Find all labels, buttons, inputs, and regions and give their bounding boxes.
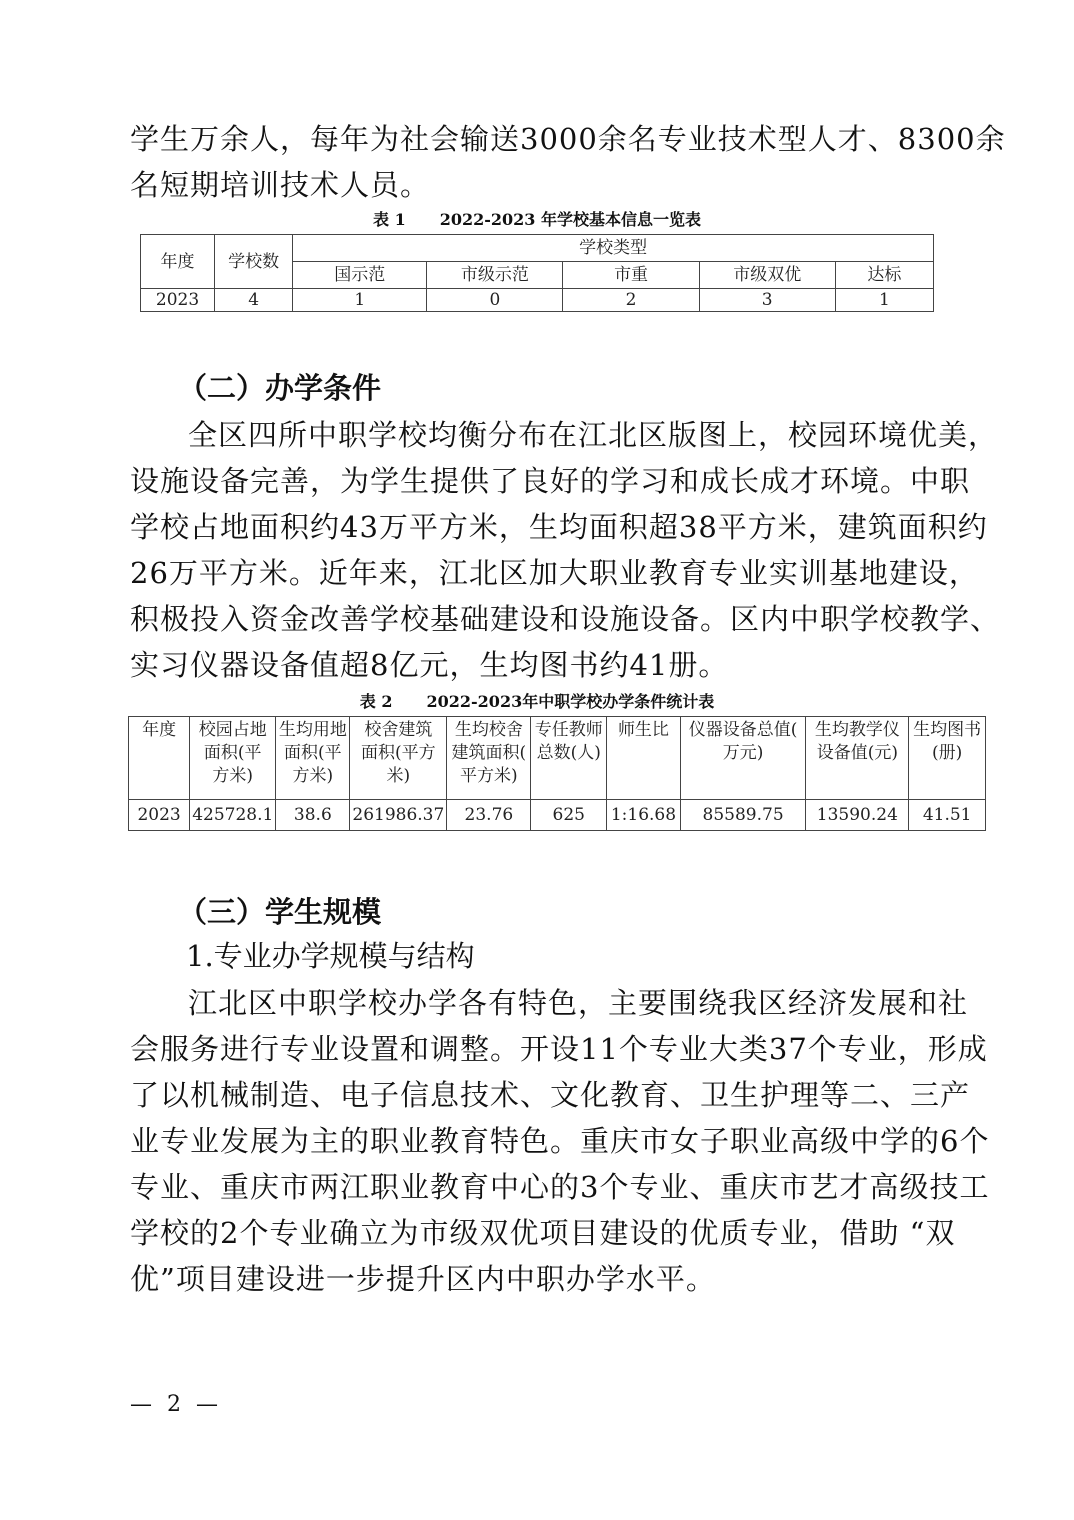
table2-cell: 23.76: [447, 800, 531, 831]
table2-header-line: 专任教师: [534, 720, 603, 740]
table2-header-line: 年度: [142, 720, 177, 740]
table2-school-conditions: [128, 716, 986, 831]
paragraph-line: 了以机械制造、电子信息技术、文化教育、卫生护理等二、三产: [130, 1078, 971, 1112]
table2-cell: 625: [531, 800, 607, 831]
table2-header-line: (册): [932, 743, 963, 763]
paragraph-line: 学生万余人，每年为社会输送3000余名专业技术型人才、8300余: [130, 122, 1006, 156]
paragraph-line: 优”项目建设进一步提升区内中职办学水平。: [130, 1262, 716, 1296]
table2-header-cell: [447, 717, 531, 800]
section3-paragraph: [130, 980, 990, 1302]
table2-header-line: 面积(平方: [361, 743, 436, 763]
table2-header-line: 生均校舍: [454, 720, 523, 740]
table2-header-cell: [350, 717, 447, 800]
intro-paragraph: [130, 116, 1006, 208]
section3-subheading: 1.专业办学规模与结构: [186, 939, 475, 973]
table1-cell-count: 4: [215, 289, 293, 312]
table2-header-line: 建筑面积(: [451, 743, 527, 763]
table1-caption-number: 表 1: [373, 210, 406, 229]
table2-header-line: 方米): [292, 766, 334, 786]
table2-header-cell: [531, 717, 607, 800]
table2-header-cell: [276, 717, 350, 800]
paragraph-line: 业专业发展为主的职业教育特色。重庆市女子职业高级中学的6个: [130, 1124, 990, 1158]
table2-header-line: 万元): [722, 743, 764, 763]
paragraph-line: 学校占地面积约43万平方米，生均面积超38平方米，建筑面积约: [130, 510, 988, 544]
table1-header-school-type: 学校类型: [293, 235, 934, 262]
section2-paragraph: [130, 412, 1001, 688]
page-number: — 2 —: [130, 1392, 222, 1417]
table1-cell-type: 1: [835, 289, 933, 312]
table1-cell-type: 2: [563, 289, 699, 312]
table2-caption: [0, 689, 1074, 712]
table2-cell: 261986.37: [350, 800, 447, 831]
section3-heading: （三）学生规模: [178, 895, 382, 929]
paragraph-line: 学校的2个专业确立为市级双优项目建设的优质专业，借助 “双: [130, 1216, 956, 1250]
table1-caption-title: 2022-2023 年学校基本信息一览表: [439, 210, 701, 229]
paragraph-line: 26万平方米。近年来，江北区加大职业教育专业实训基地建设，: [130, 556, 979, 590]
table2-header-line: 师生比: [617, 720, 669, 740]
table1-caption: [0, 207, 1074, 230]
table2-cell: 41.51: [909, 800, 986, 831]
table2-header-row: [129, 717, 986, 800]
table1-header-type: 市重: [563, 262, 699, 289]
table2-header-line: 面积(平: [284, 743, 342, 763]
table2-header-line: 总数(人): [536, 743, 601, 763]
table2-cell: 38.6: [276, 800, 350, 831]
table2-header-cell: [909, 717, 986, 800]
table2-header-line: 设备值(元): [816, 743, 898, 763]
paragraph-line: 会服务进行专业设置和调整。开设11个专业大类37个专业，形成: [130, 1032, 988, 1066]
table1-cell-type: 1: [293, 289, 427, 312]
paragraph-line: 设施设备完善，为学生提供了良好的学习和成长成才环境。中职: [130, 464, 971, 498]
table2-header-line: 生均图书: [913, 720, 982, 740]
paragraph-line: 专业、重庆市两江职业教育中心的3个专业、重庆市艺才高级技工: [130, 1170, 990, 1204]
table2-header-line: 生均用地: [278, 720, 347, 740]
table-row: [141, 289, 934, 312]
table2-header-line: 校舍建筑: [364, 720, 433, 740]
table2-header-line: 生均教学仪: [814, 720, 900, 740]
table2-header-cell: [190, 717, 276, 800]
table-row: [129, 800, 986, 831]
table1-header-type: 市级双优: [699, 262, 835, 289]
table2-cell: 425728.1: [190, 800, 276, 831]
paragraph-line: 江北区中职学校办学各有特色，主要围绕我区经济发展和社: [188, 986, 969, 1020]
table1-header-school-count: 学校数: [215, 235, 293, 289]
paragraph-line: 全区四所中职学校均衡分布在江北区版图上，校园环境优美，: [188, 418, 999, 452]
table2-cell: 85589.75: [680, 800, 806, 831]
table2-caption-number: 表 2: [359, 692, 393, 711]
table1-header-type: 达标: [835, 262, 933, 289]
table1-cell-type: 3: [699, 289, 835, 312]
table2-header-cell: [607, 717, 681, 800]
table1-cell-type: 0: [427, 289, 563, 312]
paragraph-line: 实习仪器设备值超8亿元，生均图书约41册。: [130, 648, 729, 682]
table1-header-type: 市级示范: [427, 262, 563, 289]
table2-header-cell: [680, 717, 806, 800]
table1-header-type: 国示范: [293, 262, 427, 289]
table1-header-year: 年度: [141, 235, 215, 289]
table2-cell: 2023: [129, 800, 190, 831]
paragraph-line: 名短期培训技术人员。: [130, 168, 431, 202]
table2-header-line: 米): [386, 766, 411, 786]
paragraph-line: 积极投入资金改善学校基础建设和设施设备。区内中职学校教学、: [130, 602, 1001, 636]
table2-header-line: 仪器设备总值(: [688, 720, 798, 740]
table2-header-cell: [129, 717, 190, 800]
table2-header-line: 校园占地: [198, 720, 267, 740]
table2-caption-title: 2022-2023年中职学校办学条件统计表: [426, 692, 715, 711]
table2-header-cell: [806, 717, 909, 800]
table2-header-line: 面积(平: [203, 743, 262, 763]
table2-header-line: 方米): [212, 766, 254, 786]
table2-header-line: 平方米): [460, 766, 518, 786]
table1-school-basic-info: [140, 234, 934, 312]
table2-cell: 13590.24: [806, 800, 909, 831]
table2-cell: 1:16.68: [607, 800, 681, 831]
table1-cell-year: 2023: [141, 289, 215, 312]
section2-heading: （二）办学条件: [178, 371, 382, 405]
